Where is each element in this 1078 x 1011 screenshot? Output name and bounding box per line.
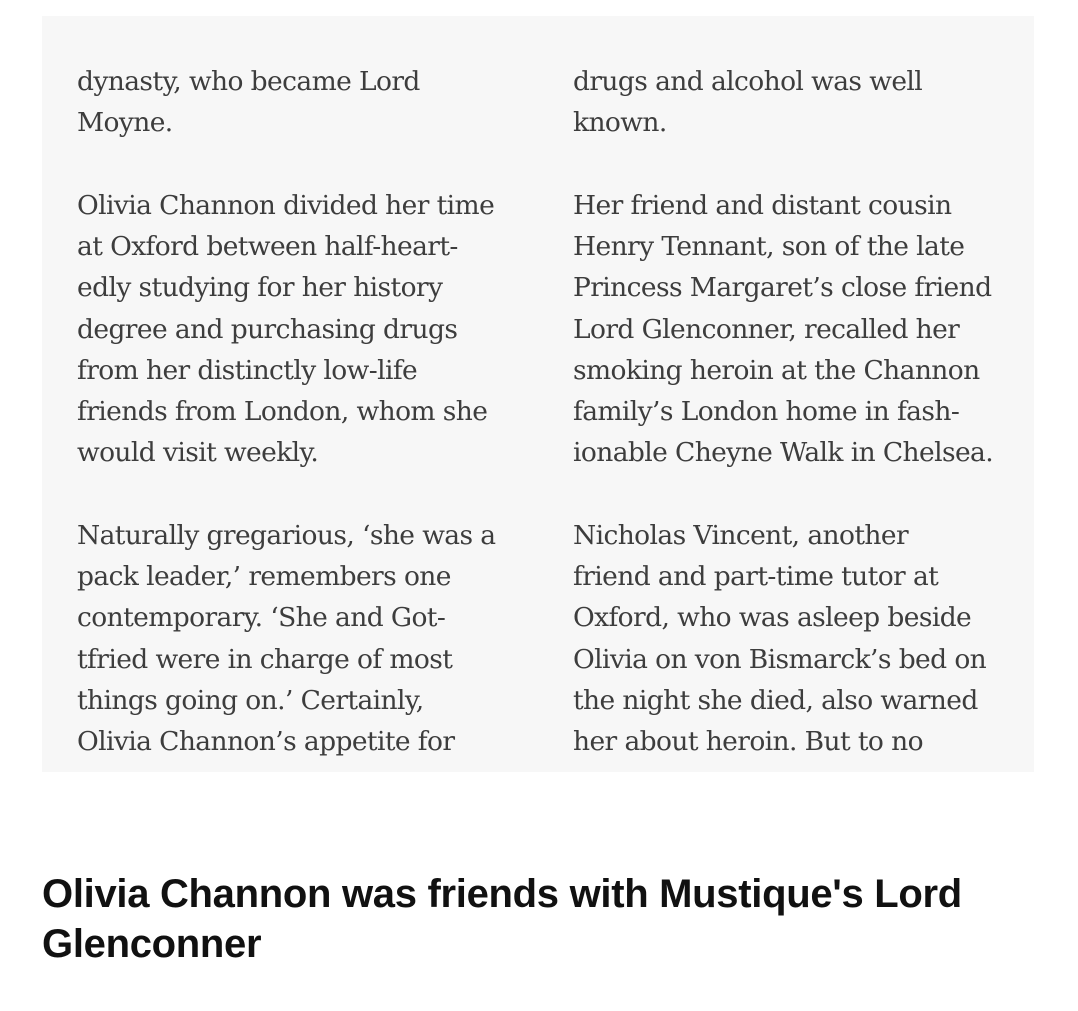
right-text-column: [573, 61, 993, 762]
text-line: Moyne.: [77, 107, 173, 139]
text-line: her about heroin. But to no: [573, 726, 923, 758]
paragraph: [573, 515, 993, 762]
paragraph: [573, 61, 993, 143]
text-line: Olivia on von Bismarck’s bed on: [573, 643, 987, 675]
text-line: Nicholas Vincent, another: [573, 520, 909, 552]
text-line: Olivia Channon divided her time: [77, 190, 495, 221]
text-line: drugs and alcohol was well: [573, 66, 923, 97]
text-line: would visit weekly.: [77, 437, 319, 469]
text-line: Oxford, who was asleep beside: [573, 602, 972, 634]
paragraph: [77, 515, 496, 762]
text-line: friend and part-time tutor at: [573, 561, 939, 593]
text-line: at Oxford between half-heart-: [77, 231, 458, 263]
text-line: things going on.’ Certainly,: [77, 684, 424, 716]
text-line: Olivia Channon’s appetite for: [77, 726, 455, 758]
text-line: friends from London, whom she: [77, 396, 488, 428]
text-line: known.: [573, 107, 667, 139]
text-line: contemporary. ‘She and Got-: [77, 602, 446, 634]
article-text-image: [42, 16, 1034, 772]
text-line: tfried were in charge of most: [77, 643, 453, 675]
text-line: degree and purchasing drugs: [77, 313, 458, 345]
text-line: dynasty, who became Lord: [77, 66, 420, 97]
text-line: Naturally gregarious, ‘she was a: [77, 520, 496, 552]
text-line: edly studying for her history: [77, 272, 443, 304]
section-headline: [42, 869, 1042, 969]
paragraph: [77, 61, 496, 143]
text-line: smoking heroin at the Channon: [573, 354, 980, 386]
text-line: Lord Glenconner, recalled her: [573, 313, 960, 345]
text-line: the night she died, also warned: [573, 684, 978, 716]
text-line: pack leader,’ remembers one: [77, 561, 451, 593]
text-line: Henry Tennant, son of the late: [573, 231, 965, 263]
text-line: ionable Cheyne Walk in Chelsea.: [573, 437, 994, 469]
text-line: Her friend and distant cousin: [573, 190, 952, 221]
paragraph: [573, 185, 993, 473]
text-line: from her distinctly low-life: [77, 354, 418, 386]
headline-line: Olivia Channon was friends with Mustique's Lord: [42, 872, 962, 916]
paragraph: [77, 185, 496, 473]
headline-line: Glenconner: [42, 922, 262, 966]
left-text-column: [77, 61, 496, 762]
text-line: family’s London home in fash-: [573, 396, 960, 428]
text-line: Princess Margaret’s close friend: [573, 272, 992, 304]
